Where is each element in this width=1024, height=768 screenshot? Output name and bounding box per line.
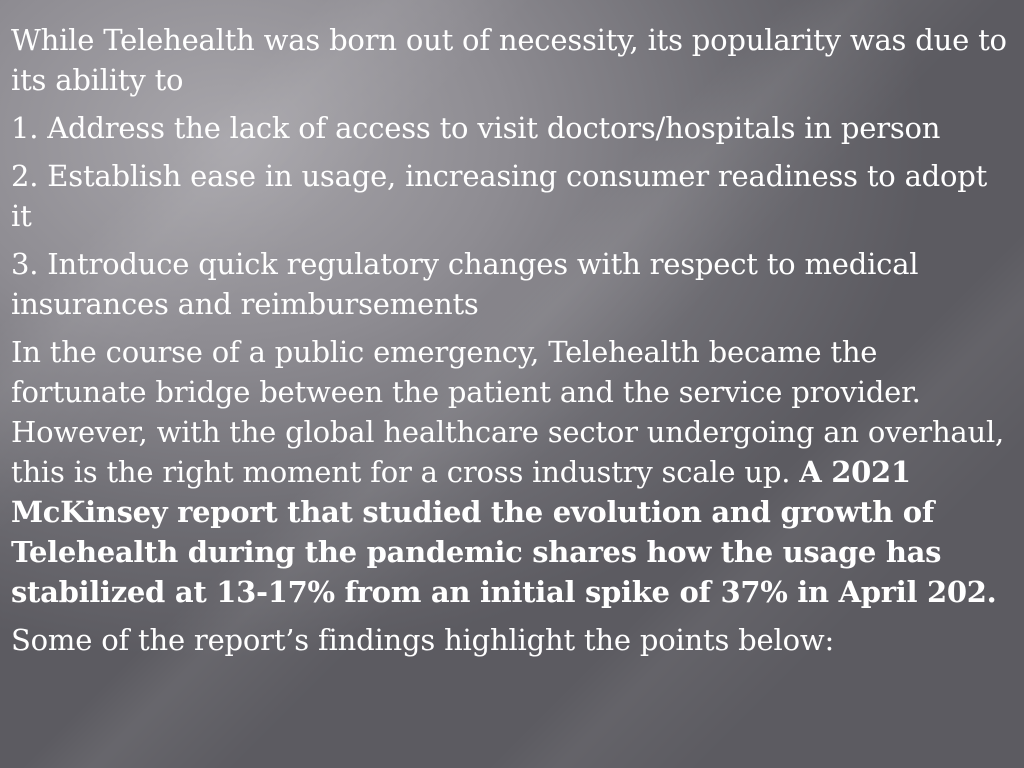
point-3: 3. Introduce quick regulatory changes with respect to medical insurances and reimbursements xyxy=(11,247,919,321)
point-2: 2. Establish ease in usage, increasing consumer readiness to adopt it xyxy=(11,159,988,233)
point-1: 1. Address the lack of access to visit doctors/hospitals in person xyxy=(11,111,941,145)
body-paragraph xyxy=(11,332,1011,612)
body-text: In the course of a public emergency, Telehealth became the fortunate bridge between the patient and the service provider. However, with the global healthcare sector undergoing an overhaul, this is the right moment for a cross industry scale up. xyxy=(11,335,1005,489)
intro-paragraph: While Telehealth was born out of necessity, its popularity was due to its ability to xyxy=(11,23,1007,97)
closing-paragraph: Some of the report’s findings highlight the points below: xyxy=(11,623,835,657)
mckinsey-highlight: A 2021 McKinsey report that studied the evolution and growth of Telehealth during the pandemic shares how the usage has stabilized at 13-17% from an initial spike of 37% in April 202. xyxy=(11,455,997,609)
slide-content xyxy=(11,20,1011,668)
